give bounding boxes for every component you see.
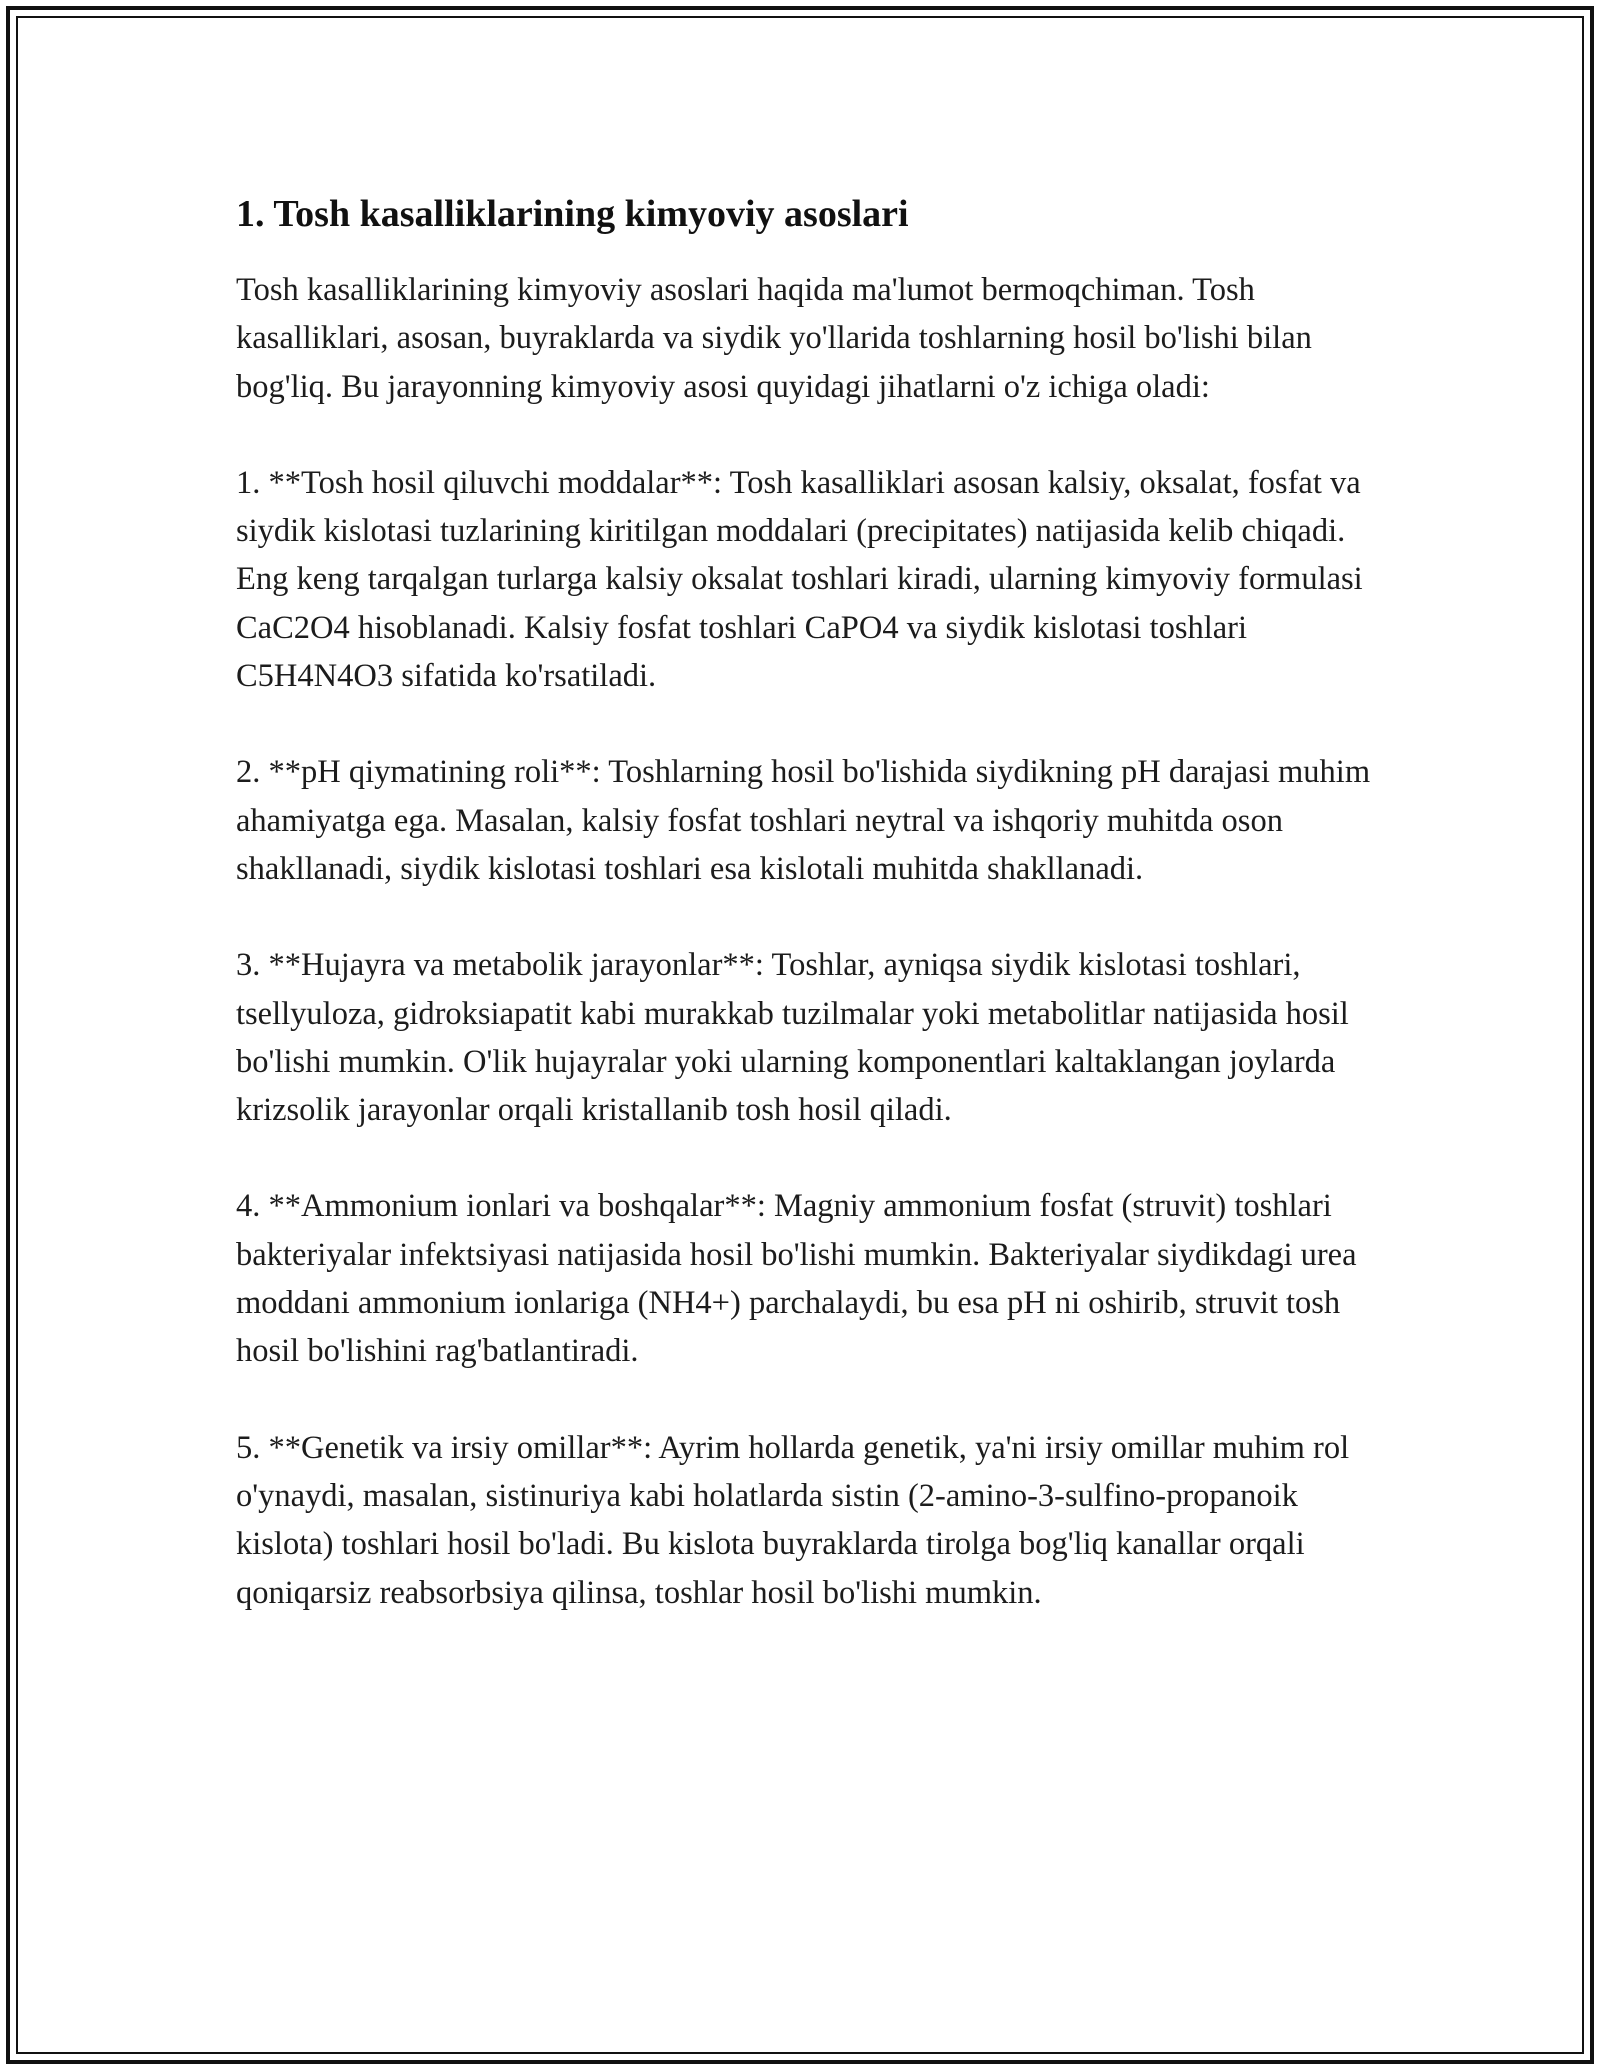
list-item-ph-role: 2. **pH qiymatining roli**: Toshlarning hosil bo'lishida siydikning pH darajasi muhim ahamiyatga ega. Masalan, kalsiy fosfat toshlari neytral va ishqoriy muhitda oson shakllanadi, siydik kislotasi toshlari esa kislotali muhitda shakllanadi. bbox=[236, 754, 1371, 887]
list-item-genetic-factors: 5. **Genetik va irsiy omillar**: Ayrim hollarda genetik, ya'ni irsiy omillar muhim rol o'ynaydi, masalan, sistinuriya kabi holatlarda sistin (2-amino-3-sulfino-propanoik kislota) toshlari hosil bo'ladi. Bu kislota buyraklarda tirolga bog'liq kanallar orqali qoniqarsiz reabsorbsiya qilinsa, toshlar hosil bo'lishi mumkin. bbox=[236, 1429, 1350, 1611]
list-item-stone-forming-substances: 1. **Tosh hosil qiluvchi moddalar**: Tosh kasalliklari asosan kalsiy, oksalat, fosfat va siydik kislotasi tuzlarining kiritilgan moddalari (precipitates) natijasida kelib chiqadi. Eng keng tarqalgan turlarga kalsiy oksalat toshlari kiradi, ularning kimyoviy formulasi CaC2O4 hisoblanadi. Kalsiy fosfat toshlari CaPO4 va siydik kislotasi toshlari C5H4N4O3 sifatida ko'rsatiladi. bbox=[236, 464, 1363, 695]
list-item-cell-metabolic-processes: 3. **Hujayra va metabolik jarayonlar**: Toshlar, ayniqsa siydik kislotasi toshlari, tsellyuloza, gidroksiapatit kabi murakkab tuzilmalar yoki metabolitlar natijasida hosil bo'lishi mumkin. O'lik hujayralar yoki ularning komponentlari kaltaklangan joylarda krizsolik jarayonlar orqali kristallanib tosh hosil qiladi. bbox=[236, 947, 1349, 1129]
intro-paragraph: Tosh kasalliklarining kimyoviy asoslari haqida ma'lumot bermoqchiman. Tosh kasalliklari, asosan, buyraklarda va siydik yo'llarida toshlarning hosil bo'lishi bilan bog'liq. Bu jarayonning kimyoviy asosi quyidagi jihatlarni o'z ichiga oladi: bbox=[236, 272, 1312, 405]
section-heading: 1. Tosh kasalliklarining kimyoviy asoslari bbox=[236, 193, 909, 235]
document-body bbox=[236, 188, 1386, 1665]
list-item-ammonium-ions: 4. **Ammonium ionlari va boshqalar**: Magniy ammonium fosfat (struvit) toshlari bakteriyalar infektsiyasi natijasida hosil bo'lishi mumkin. Bakteriyalar siydikdagi urea moddani ammonium ionlariga (NH4+) parchalaydi, bu esa pH ni oshirib, struvit tosh hosil bo'lishini rag'batlantiradi. bbox=[236, 1188, 1357, 1370]
